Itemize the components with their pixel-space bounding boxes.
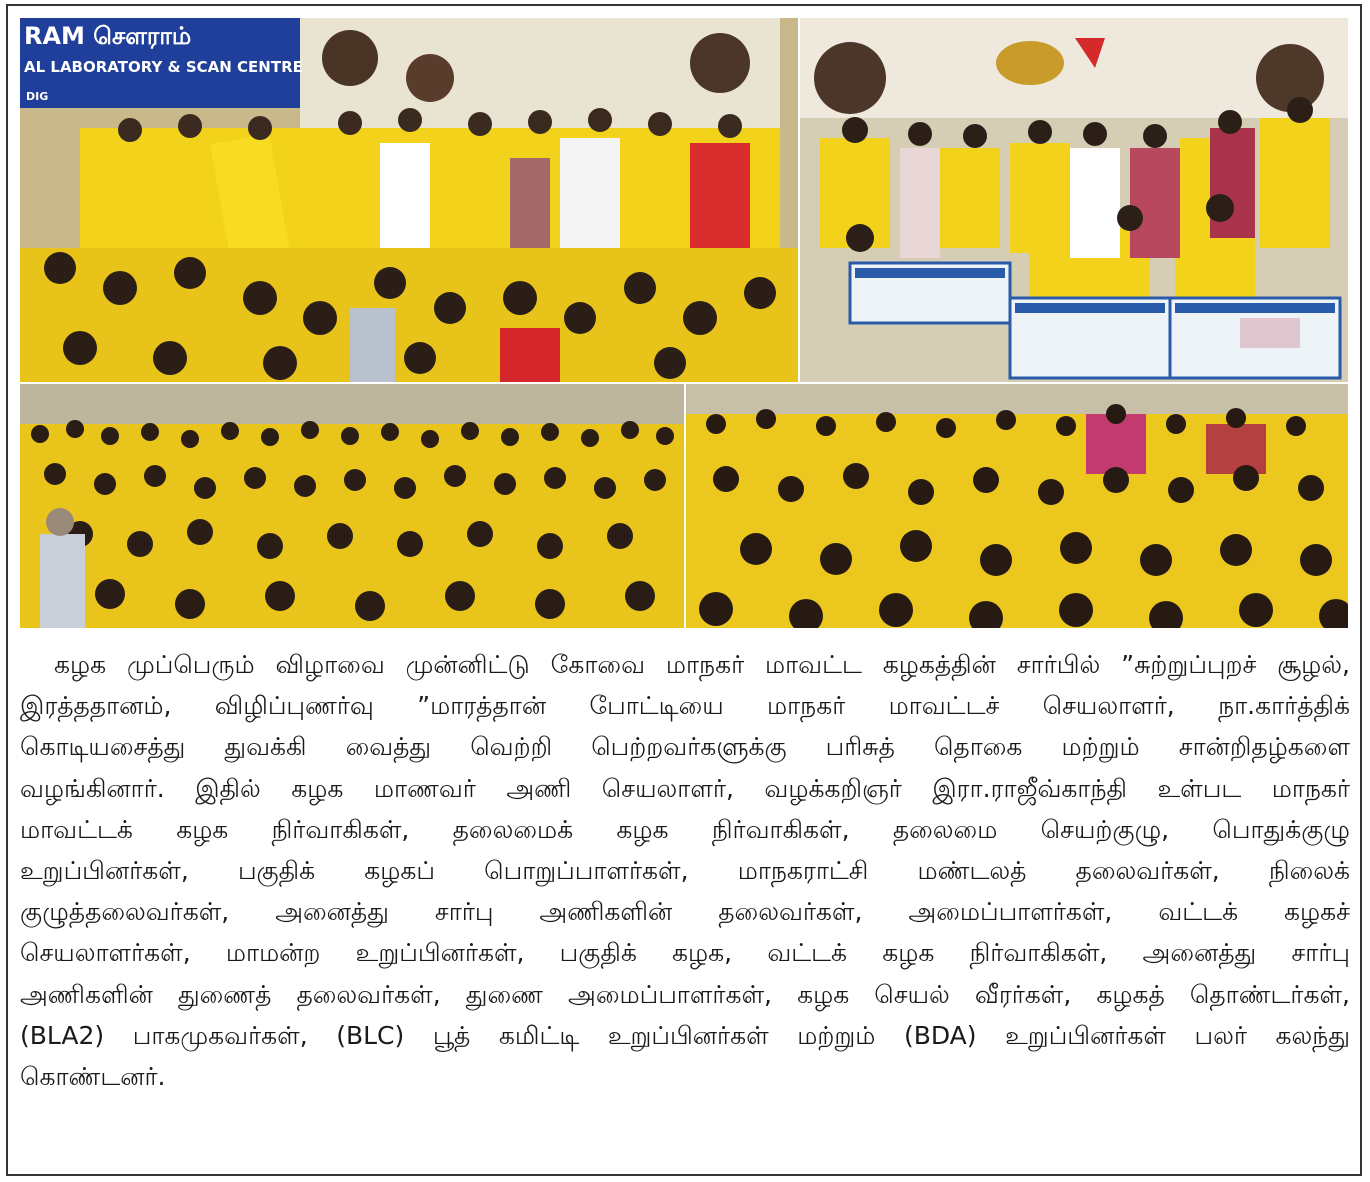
caption-line: மாவட்டக் கழக நிர்வாகிகள், தலைமைக் கழக நிர்வாகிகள், தலைமை செயற்குழு, பொதுக்குழு [20, 814, 1350, 844]
caption-line: செயலாளர்கள், மாமன்ற உறுப்பினர்கள், பகுதிக் கழக, வட்டக் கழக நிர்வாகிகள், அனைத்து சார்பு [20, 938, 1350, 968]
photo-marathon-crowd [20, 384, 684, 628]
photo-participants-crowd [686, 384, 1348, 628]
caption-text [20, 644, 1350, 1168]
photo-prize-cheque-presentation [800, 18, 1348, 382]
banner-tag-text: DIG [26, 90, 49, 103]
banner-brand-text: RAM சௌராம் [24, 22, 192, 50]
caption-line: கழக முப்பெரும் விழாவை முன்னிட்டு கோவை மாநகர் மாவட்ட கழகத்தின் சார்பில் ”சுற்றுப்புறச் சூழல், [54, 650, 1350, 679]
caption-line: உறுப்பினர்கள், பகுதிக் கழகப் பொறுப்பாளர்கள், மாநகராட்சி மண்டலத் தலைவர்கள், நிலைக் [20, 855, 1350, 885]
caption-line: அணிகளின் துணைத் தலைவர்கள், துணை அமைப்பாளர்கள், கழக செயல் வீரர்கள், கழகத் தொண்டர்கள், [20, 979, 1350, 1009]
caption-line: கொடியசைத்து துவக்கி வைத்து வெற்றி பெற்றவர்களுக்கு பரிசுத் தொகை மற்றும் சான்றிதழ்களை [20, 732, 1350, 762]
banner-subtitle-text: AL LABORATORY & SCAN CENTRE [24, 58, 303, 76]
caption-line: (BLA2) பாகமுகவர்கள், (BLC) பூத் கமிட்டி உறுப்பினர்கள் மற்றும் (BDA) உறுப்பினர்கள் பலர் கலந்து [20, 1020, 1350, 1050]
caption-line: கொண்டனர். [20, 1061, 166, 1091]
caption-line: இரத்ததானம், விழிப்புணர்வு ”மாரத்தான் போட்டியை மாநகர் மாவட்டச் செயலாளர், நா.கார்த்திக் [20, 691, 1350, 721]
photo-flag-off-ceremony [20, 18, 798, 382]
caption-line: குழுத்தலைவர்கள், அனைத்து சார்பு அணிகளின் தலைவர்கள், அமைப்பாளர்கள், வட்டக் கழகச் [20, 897, 1350, 927]
caption-line: வழங்கினார். இதில் கழக மாணவர் அணி செயலாளர், வழக்கறிஞர் இரா.ராஜீவ்காந்தி உள்பட மாநகர் [20, 773, 1350, 803]
